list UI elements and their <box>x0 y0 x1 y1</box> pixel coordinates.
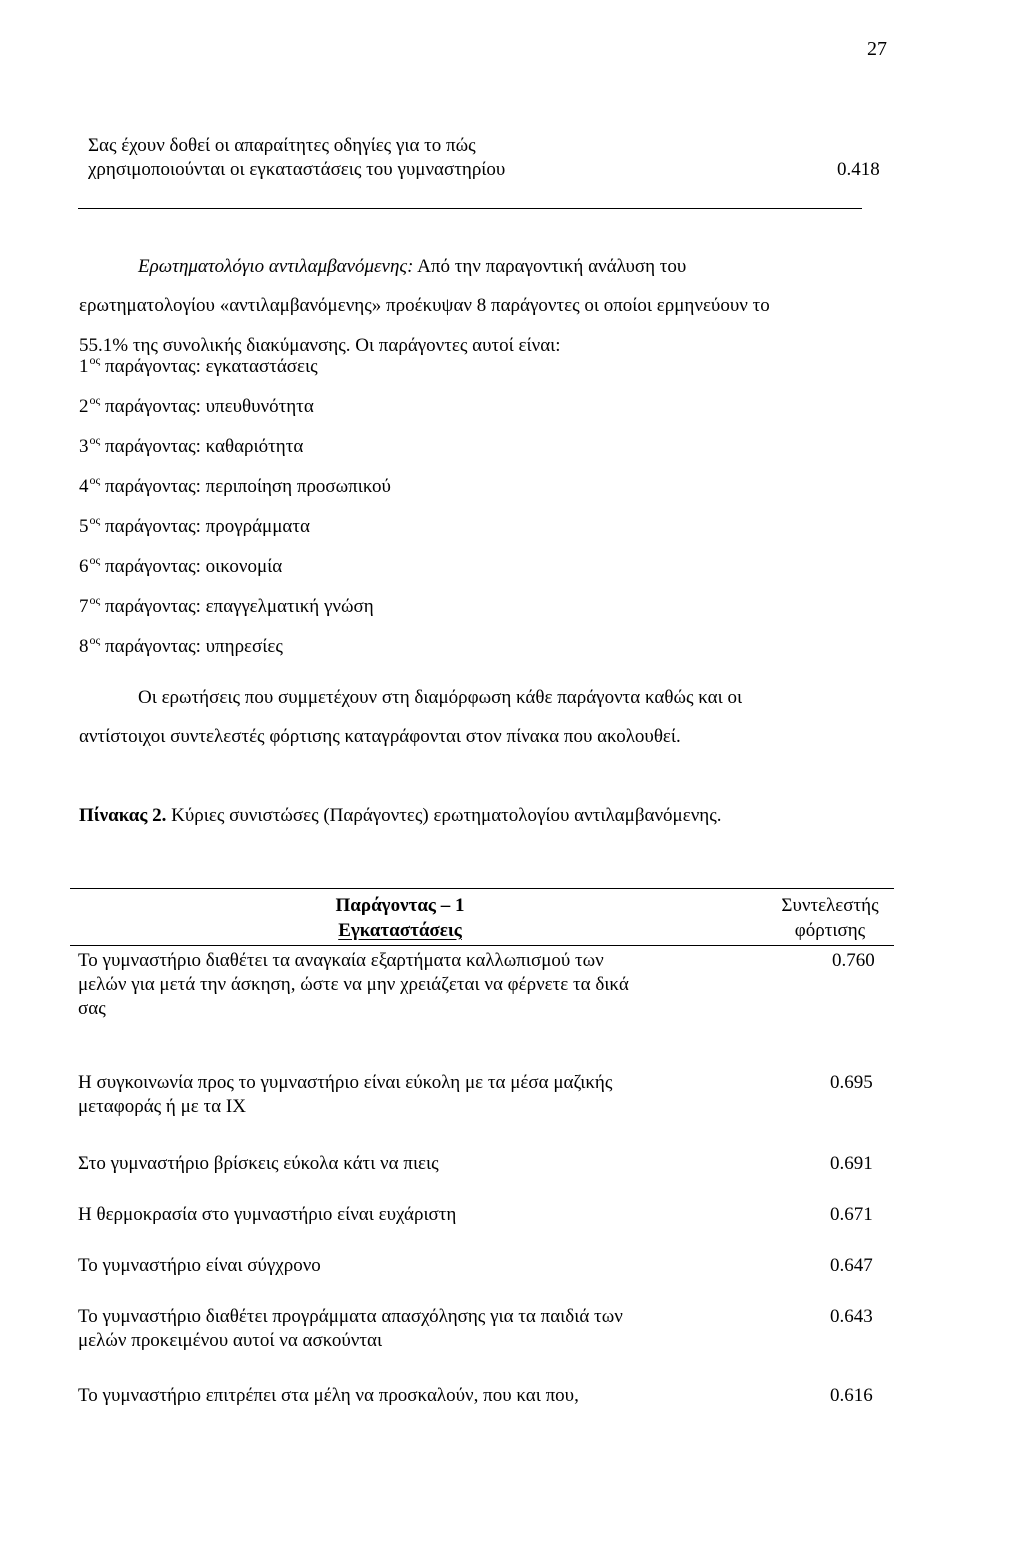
item-loading: 0.760 <box>832 950 875 971</box>
intro-line-1 <box>138 255 686 279</box>
table-row <box>78 1305 623 1353</box>
item-loading: 0.643 <box>830 1306 873 1327</box>
intro-line-3: 55.1% της συνολικής διακύμανσης. Οι παράγοντες αυτοί είναι: <box>79 335 561 356</box>
table-end-rule <box>78 208 862 209</box>
top-item-loading: 0.418 <box>837 159 880 180</box>
page-number: 27 <box>867 38 887 60</box>
factor-item: $3^{o\varsigma}$ παράγοντας: καθαριότητα <box>79 433 304 457</box>
factor-item: $1^{o\varsigma}$ παράγοντας: εγκαταστάσεις <box>79 353 318 377</box>
table-row <box>78 1384 579 1408</box>
item-loading: 0.647 <box>830 1255 873 1276</box>
factor-item: $5^{o\varsigma}$ παράγοντας: προγράμματα <box>79 513 310 537</box>
factor-item: $6^{o\varsigma}$ παράγοντας: οικονομία <box>79 553 283 577</box>
item-text-line: μελών προκειμένου αυτοί να ασκούνται <box>78 1330 383 1351</box>
item-text-line: Η θερμοκρασία στο γυμναστήριο είναι ευχάριστη <box>78 1204 457 1225</box>
item-text-line: Το γυμναστήριο διαθέτει προγράμματα απασχόλησης για τα παιδιά των <box>78 1306 623 1327</box>
item-text-line: Στο γυμναστήριο βρίσκεις εύκολα κάτι να πιεις <box>78 1153 439 1174</box>
item-loading: 0.671 <box>830 1204 873 1225</box>
intro-italic-lead: Ερωτηματολόγιο αντιλαμβανόμενης: <box>138 256 414 277</box>
item-text-line: Το γυμναστήριο είναι σύγχρονο <box>78 1255 321 1276</box>
table-row <box>78 1203 456 1227</box>
top-item-text <box>88 134 505 182</box>
factor-list <box>79 355 391 675</box>
table-caption-text: Κύριες συνιστώσες (Παράγοντες) ερωτηματολογίου αντιλαμβανόμενης. <box>171 805 722 826</box>
table-row <box>78 1254 321 1278</box>
factor-name: Εγκαταστάσεις <box>338 920 462 941</box>
item-text-line: σας <box>78 998 106 1019</box>
factor-title: Παράγοντας – 1 <box>335 895 465 916</box>
table-row <box>78 949 629 1021</box>
item-loading: 0.695 <box>830 1072 873 1093</box>
table-row <box>78 1152 439 1176</box>
factor-item: $7^{o\varsigma}$ παράγοντας: επαγγελματική γνώση <box>79 593 374 617</box>
item-loading: 0.616 <box>830 1385 873 1406</box>
intro-line-2: ερωτηματολογίου «αντιλαμβανόμενης» προέκυψαν 8 παράγοντες οι οποίοι ερμηνεύουν το <box>79 295 770 316</box>
item-text-line: Το γυμναστήριο επιτρέπει στα μέλη να προσκαλούν, που και που, <box>78 1385 579 1406</box>
item-text-line: Το γυμναστήριο διαθέτει τα αναγκαία εξαρτήματα καλλωπισμού των <box>78 950 604 971</box>
table-header-rule <box>70 945 894 946</box>
loading-header-line-2: φόρτισης <box>794 920 866 941</box>
item-loading: 0.691 <box>830 1153 873 1174</box>
description-line-1: Οι ερωτήσεις που συμμετέχουν στη διαμόρφωση κάθε παράγοντα καθώς και οι <box>138 687 743 708</box>
intro-line-1-rest: Από την παραγοντική ανάλυση του <box>417 256 687 277</box>
top-item-line-1: Σας έχουν δοθεί οι απαραίτητες οδηγίες για το πώς <box>88 135 476 156</box>
factor-item: $4^{o\varsigma}$ παράγοντας: περιποίηση προσωπικού <box>79 473 391 497</box>
top-item-line-2: χρησιμοποιούνται οι εγκαταστάσεις του γυμναστηρίου <box>88 159 506 180</box>
factor-item: $2^{o\varsigma}$ παράγοντας: υπευθυνότητα <box>79 393 314 417</box>
loading-header-line-1: Συντελεστής <box>781 895 879 916</box>
table-row <box>78 1071 612 1119</box>
factor-item: $8^{o\varsigma}$ παράγοντας: υπηρεσίες <box>79 633 283 657</box>
item-text-line: μελών για μετά την άσκηση, ώστε να μην χρειάζεται να φέρνετε τα δικά <box>78 974 629 995</box>
item-text-line: Η συγκοινωνία προς το γυμναστήριο είναι εύκολη με τα μέσα μαζικής <box>78 1072 613 1093</box>
table-top-rule <box>70 888 894 889</box>
table-caption-label: Πίνακας 2. <box>79 805 167 826</box>
table-caption <box>79 804 722 828</box>
item-text-line: μεταφοράς ή με τα ΙΧ <box>78 1096 246 1117</box>
description-line-2: αντίστοιχοι συντελεστές φόρτισης καταγράφονται στον πίνακα που ακολουθεί. <box>79 726 681 747</box>
